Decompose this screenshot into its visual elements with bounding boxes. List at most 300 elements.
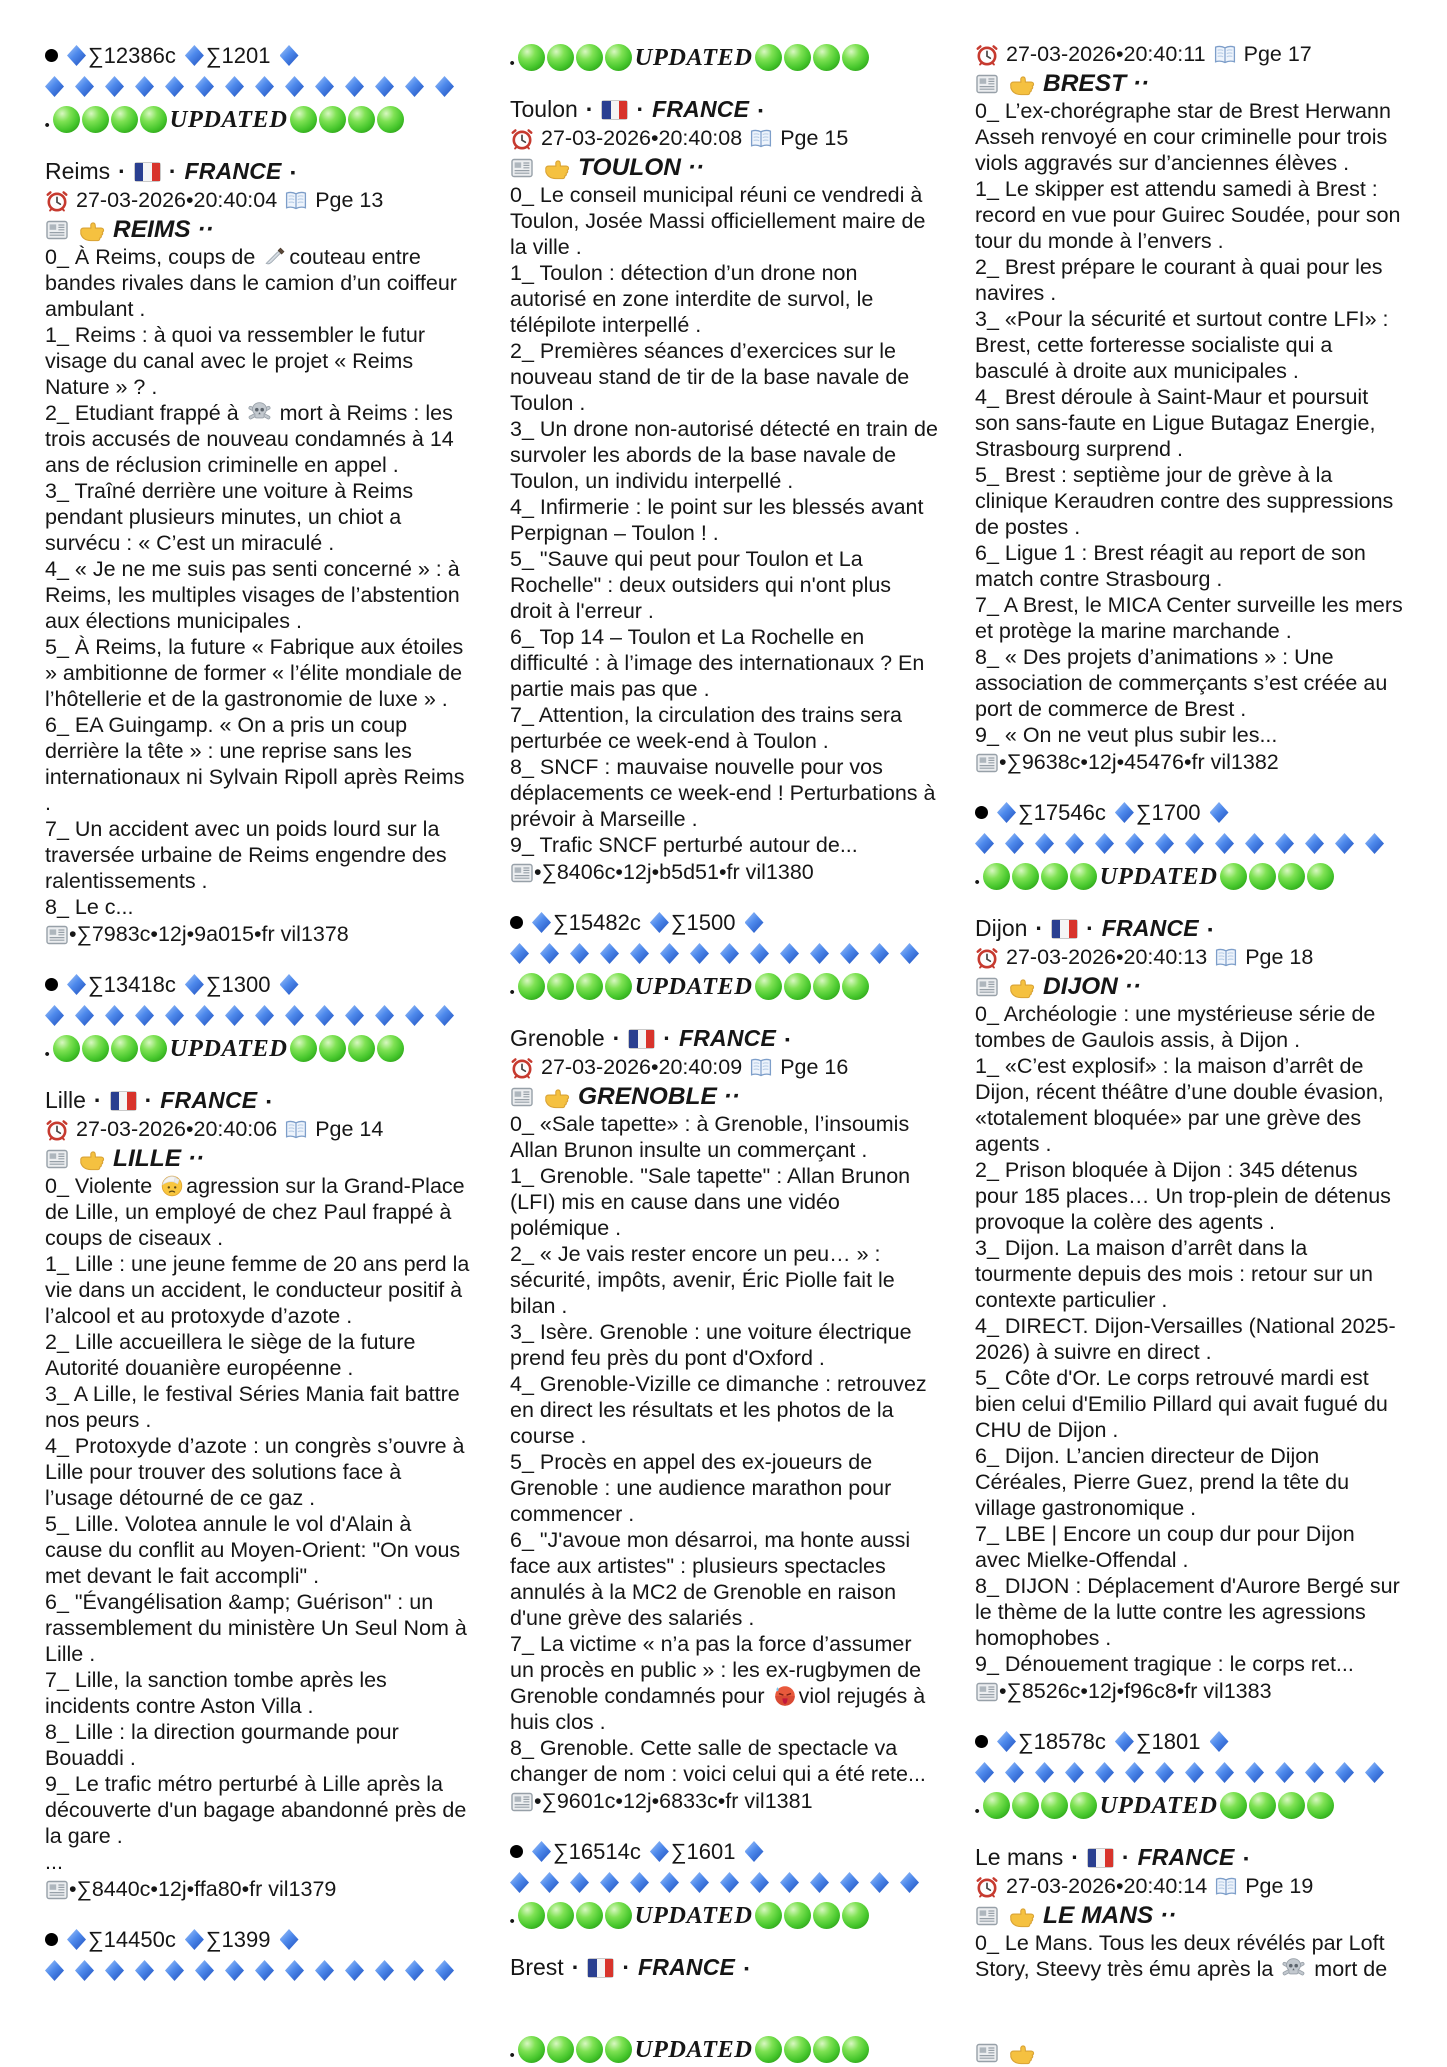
city-title-line [510,95,938,124]
spacer [975,1823,1403,1843]
news-item [510,624,938,702]
news-item [975,1313,1403,1365]
city-header-label: LE MANS ·· [1043,1901,1177,1929]
green-circle-icon [1249,1792,1276,1819]
blue-diamond-icon [660,943,679,964]
news-item [975,1001,1403,1053]
item-text: 6_ EA Guingamp. « On a pris un coup derrière la tête » : une reprise sans les internationaux ni Sylvain Ripoll après Reims . [45,713,465,815]
blue-diamond-icon [185,974,204,995]
face-with-bandage-icon [160,1174,184,1198]
news-item [510,832,938,858]
item-text: 0_ Le conseil municipal réuni ce vendredi à Toulon, Josée Massi officiellement maire de la ville . [510,183,926,259]
blue-diamond-icon [1065,1762,1084,1783]
news-item [510,494,938,546]
news-item [510,1319,938,1371]
blue-diamond-icon [745,912,764,933]
blue-diamond-icon [1275,833,1294,854]
item-text: mort à Reims : les trois accusés de nouveau condamnés à 14 ans de réclusion criminelle en appel . [45,401,454,477]
blue-diamond-icon [840,943,859,964]
blue-diamond-icon [280,1929,299,1950]
green-circle-icon [576,1902,603,1929]
green-circle-icon [348,106,375,133]
timestamp-line [975,943,1403,972]
blue-diamond-icon [285,1960,304,1981]
updated-banner [45,102,473,137]
timestamp-line [975,1872,1403,1901]
blue-diamond-icon [810,943,829,964]
news-item [975,722,1403,748]
city-name: Reims [45,158,111,184]
item-text: agression sur la Grand-Place de Lille, un employé de chez Paul frappé à coups de ciseaux . [45,1174,465,1250]
country-label: FRANCE [638,1954,736,1980]
news-item [45,400,473,478]
green-circle-icon [290,1035,317,1062]
country-label: FRANCE [652,96,750,122]
updated-prefix: . [510,972,517,1000]
news-item [975,1651,1403,1677]
open-book-icon [284,1118,308,1142]
green-circle-icon [547,1902,574,1929]
blue-diamond-icon [510,943,529,964]
news-item [45,244,473,322]
news-item [975,592,1403,644]
blue-diamond-icon [135,1005,154,1026]
news-item [45,1251,473,1329]
blue-diamond-icon [280,45,299,66]
green-circle-icon [518,973,545,1000]
green-circle-icon [784,2036,811,2063]
alarm-clock-icon [45,1118,69,1142]
news-item [510,416,938,494]
feed-column-2 [510,40,938,2063]
city-header-line [510,1082,938,1111]
open-book-icon [749,1056,773,1080]
blue-diamond-icon [75,1005,94,1026]
post-footer-line [45,1875,473,1904]
blue-diamond-icon [255,1005,274,1026]
item-text: 5_ "Sauve qui peut pour Toulon et La Rochelle" : deux outsiders qui n'ont plus droit à l'erreur . [510,547,892,623]
news-item [45,1849,473,1875]
item-text: 5_ Procès en appel des ex-joueurs de Grenoble : une audience marathon pour commencer . [510,1450,892,1526]
france-flag-icon [628,1029,655,1049]
green-circle-icon [1307,863,1334,890]
item-text: 8_ SNCF : mauvaise nouvelle pour vos déplacements ce week-end ! Perturbations à prévoir à Marseille . [510,755,936,831]
news-item [975,254,1403,306]
newspaper-icon [510,156,534,180]
item-text: 0_ Le Mans. Tous les deux révélés par Loft Story, Steevy très ému après la [975,1931,1385,1981]
count-value: ∑18578c [1018,1728,1106,1754]
newspaper-icon [510,1085,534,1109]
item-text: 3_ Traîné derrière une voiture à Reims pendant plusieurs minutes, un chiot a survécu : « C’est un miraculé . [45,479,414,555]
blue-diamond-icon [690,1872,709,1893]
item-text: 1_ Le skipper est attendu samedi à Brest : record en vue pour Guirec Soudée, pour son tour du monde à l’envers . [975,177,1401,253]
item-text: 8_ DIJON : Déplacement d'Aurore Bergé sur le thème de la lutte contre les agressions homophobes . [975,1574,1400,1650]
separator-dot: · [663,1025,671,1051]
green-circle-icon [111,106,138,133]
blue-diamond-icon [195,1960,214,1981]
alarm-clock-icon [510,1056,534,1080]
blue-diamond-icon [532,912,551,933]
blue-diamond-icon [225,76,244,97]
updated-label: UPDATED [634,43,753,71]
separator-count [67,1927,176,1953]
green-circle-icon [53,1035,80,1062]
blue-diamond-icon [1005,1762,1024,1783]
updated-banner [510,40,938,75]
bullet-icon [45,978,58,991]
separator-dot: · [168,158,177,184]
item-text: 6_ Dijon. L’ancien directeur de Dijon Céréales, Pierre Guez, prend la tête du village gastronomique . [975,1444,1350,1520]
news-item [510,546,938,624]
timestamp: 27-03-2026•20:40:13 [1006,945,1208,969]
diamond-separator-row [45,1955,473,1986]
blue-diamond-icon [345,76,364,97]
blue-diamond-icon [1210,802,1229,823]
blue-diamond-icon [1125,1762,1144,1783]
blue-diamond-icon [225,1005,244,1026]
news-item [45,1511,473,1589]
news-item [975,1053,1403,1157]
news-item [45,1173,473,1251]
updated-label: UPDATED [634,972,753,1000]
updated-banner [510,1898,938,1933]
blue-diamond-icon [1155,833,1174,854]
footer-text: •∑8440c•12j•ffa80•fr vil1379 [69,1877,337,1901]
city-header-line [45,215,473,244]
green-circle-icon [547,2036,574,2063]
updated-label: UPDATED [1099,1791,1218,1819]
blue-diamond-icon [67,45,86,66]
updated-prefix: . [45,1034,52,1062]
post-footer-line [510,1787,938,1816]
blue-diamond-icon [720,1872,739,1893]
count-value: ∑15482c [553,909,641,935]
green-circle-icon [518,1902,545,1929]
count-value: ∑1300 [205,971,271,997]
blue-diamond-icon [630,943,649,964]
item-text: 9_ Dénouement tragique : le corps ret... [975,1652,1354,1676]
item-text: 1_ Grenoble. "Sale tapette" : Allan Brunon (LFI) mis en cause dans une vidéo polémique . [510,1164,911,1240]
news-item [510,754,938,832]
separator-count [997,800,1106,826]
item-text: 5_ Brest : septième jour de grève à la clinique Keraudren contre des suppressions de postes . [975,463,1394,539]
blue-diamond-icon [540,1872,559,1893]
france-flag-icon [1051,919,1078,939]
blue-diamond-icon [780,943,799,964]
green-circle-icon [1012,1792,1039,1819]
blue-diamond-icon [1245,833,1264,854]
blue-diamond-icon [690,943,709,964]
city-name: Toulon [510,96,578,122]
alarm-clock-icon [975,1875,999,1899]
separator-count [185,972,271,998]
count-value: ∑1201 [205,42,271,68]
green-circle-icon [842,973,869,1000]
green-circle-icon [842,2036,869,2063]
separator-count [67,972,176,998]
blue-diamond-icon [375,76,394,97]
count-value: ∑1399 [205,1926,271,1952]
news-item [975,1930,1403,1982]
end-square: ▪ [266,1092,272,1109]
blue-diamond-icon [630,1872,649,1893]
blue-diamond-icon [435,76,454,97]
open-book-icon [284,189,308,213]
count-value: ∑13418c [88,971,176,997]
item-text: 6_ Top 14 – Toulon et La Rochelle en difficulté : à l’image des internationaux ? En partie mais pas que . [510,625,925,701]
blue-diamond-icon [1115,1731,1134,1752]
green-circle-icon [983,863,1010,890]
blue-diamond-icon [650,912,669,933]
news-item [45,1381,473,1433]
end-square: ▪ [290,163,296,180]
blue-diamond-icon [405,1960,424,1981]
post-footer-line [510,858,938,887]
separator-count [650,910,736,936]
page-number: Pge 19 [1245,1874,1314,1898]
news-item [975,1365,1403,1443]
blue-diamond-icon [750,1872,769,1893]
city-header-label: REIMS ·· [113,215,214,243]
green-circle-icon [111,1035,138,1062]
updated-banner [510,2032,870,2067]
green-circle-icon [842,44,869,71]
news-item [975,644,1403,722]
blue-diamond-icon [225,1960,244,1981]
item-text: 0_ Violente [45,1174,159,1198]
country-label: FRANCE [1137,1844,1235,1870]
news-item [975,384,1403,462]
blue-diamond-icon [900,1872,919,1893]
timestamp: 27-03-2026•20:40:08 [541,126,743,150]
green-circle-icon [576,2036,603,2063]
blue-diamond-icon [135,76,154,97]
news-item [975,540,1403,592]
bullet-icon [45,1933,58,1946]
blue-diamond-icon [435,1960,454,1981]
item-text: 3_ Dijon. La maison d’arrêt dans la tourmente depuis des mois : retour sur un contexte particulier . [975,1236,1373,1312]
news-item [510,702,938,754]
feed-column-3 [975,40,1403,2048]
end-square: ▪ [744,1959,750,1976]
blue-diamond-icon [105,76,124,97]
end-square: ▪ [1243,1849,1249,1866]
blue-diamond-icon [780,1872,799,1893]
green-circle-icon [755,1902,782,1929]
footer-text: •∑7983c•12j•9a015•fr vil1378 [69,922,349,946]
item-text: mort de [1308,1957,1388,1981]
separator-dot: · [636,96,645,122]
alarm-clock-icon [975,43,999,67]
item-text: 4_ « Je ne me suis pas senti concerné » : à Reims, les multiples visages de l’abstention aux élections municipales . [45,557,460,633]
news-item [45,1667,473,1719]
blue-diamond-icon [840,1872,859,1893]
bullet-icon [975,806,988,819]
separator-counts-line [510,907,938,938]
updated-banner [45,1031,473,1066]
separator-count [185,1927,271,1953]
city-title-line [45,1086,473,1115]
green-circle-icon [1041,863,1068,890]
pointing-right-icon [1008,974,1034,1000]
blue-diamond-icon [1005,833,1024,854]
blue-diamond-icon [185,1929,204,1950]
city-header-line [975,69,1403,98]
spacer [510,1816,938,1836]
city-name: Grenoble [510,1025,605,1051]
separator-count [997,1729,1106,1755]
item-text: 4_ DIRECT. Dijon-Versailles (National 2025-2026) à suivre en direct . [975,1314,1396,1364]
item-text: 6_ "Évangélisation &amp; Guérison" : un rassemblement du ministère Un Seul Nom à Lille . [45,1590,467,1666]
newspaper-icon [975,1680,999,1704]
blue-diamond-icon [1365,833,1384,854]
footer-text: •∑8526c•12j•f96c8•fr vil1383 [999,1679,1272,1703]
pointing-right-icon [543,155,569,181]
blue-diamond-icon [105,1960,124,1981]
blue-diamond-icon [997,1731,1016,1752]
news-item [510,1631,938,1735]
newspaper-icon [975,975,999,999]
separator-dot: · [1086,915,1094,941]
green-circle-icon [605,2036,632,2063]
news-item [45,1433,473,1511]
green-circle-icon [1012,863,1039,890]
green-circle-icon [755,2036,782,2063]
separator-counts-line [45,40,473,71]
news-item [510,1527,938,1631]
blue-diamond-icon [195,1005,214,1026]
blue-diamond-icon [45,76,64,97]
green-circle-icon [547,44,574,71]
news-item [510,1735,938,1787]
updated-label: UPDATED [169,1034,288,1062]
count-value: ∑1700 [1135,799,1201,825]
country-label: FRANCE [1101,915,1199,941]
spacer [975,777,1403,797]
item-text: 0_ L’ex-chorégraphe star de Brest Herwann Asseh renvoyé en cour criminelle pour trois viols aggravés sur d’anciennes élèves . [975,99,1391,175]
item-text: 8_ « Des projets d’animations » : Une association de commerçants s’est créée au port de commerce de Brest . [975,645,1388,721]
page-number: Pge 14 [315,1117,384,1141]
blue-diamond-icon [1365,1762,1384,1783]
city-name: Dijon [975,915,1028,941]
updated-banner [975,1788,1403,1823]
blue-diamond-icon [810,1872,829,1893]
blue-diamond-icon [1095,1762,1114,1783]
blue-diamond-icon [435,1005,454,1026]
newspaper-icon [45,923,69,947]
feed-column-1 [45,40,473,2048]
item-text: 2_ Lille accueillera le siège de la future Autorité douanière européenne . [45,1330,416,1380]
end-square: ▪ [1207,920,1213,937]
item-text: 5_ À Reims, la future « Fabrique aux étoiles » ambitionne de former « l’élite mondiale de l’hôtellerie et de la gastronomie de luxe » . [45,635,464,711]
pointing-right-icon [543,1084,569,1110]
separator-count [532,1839,641,1865]
newspaper-icon [45,1147,69,1171]
city-title-line [45,157,473,186]
blue-diamond-icon [345,1960,364,1981]
green-circle-icon [1070,863,1097,890]
separator-counts-line [975,1726,1403,1757]
item-text: 7_ Attention, la circulation des trains sera perturbée ce week-end à Toulon . [510,703,902,753]
separator-count [650,1839,736,1865]
end-square: ▪ [785,1030,790,1047]
item-text: 3_ «Pour la sécurité et surtout contre LFI» : Brest, cette forteresse socialiste qui a basculé à droite aux municipales . [975,307,1389,383]
item-text: 4_ Protoxyde d’azote : un congrès s’ouvre à Lille pour trouver des solutions face à l’usage détourné de ce gaz . [45,1434,465,1510]
city-title-line [975,914,1403,943]
updated-banner [510,969,938,1004]
blue-diamond-icon [1305,833,1324,854]
count-value: ∑14450c [88,1926,176,1952]
newspaper-icon [975,751,999,775]
hot-face-icon [773,1684,797,1708]
blue-diamond-icon [1215,1762,1234,1783]
item-text: 2_ Etudiant frappé à [45,401,245,425]
page-number: Pge 16 [780,1055,849,1079]
green-circle-icon [1070,1792,1097,1819]
green-circle-icon [983,1792,1010,1819]
count-value: ∑1500 [670,909,736,935]
country-label: FRANCE [678,1025,776,1051]
green-circle-icon [82,1035,109,1062]
timestamp-line [510,1053,938,1082]
news-item [975,98,1403,176]
blue-diamond-icon [165,76,184,97]
blue-diamond-icon [45,1005,64,1026]
green-circle-icon [576,44,603,71]
blue-diamond-icon [600,943,619,964]
green-circle-icon [547,973,574,1000]
green-circle-icon [1041,1792,1068,1819]
france-flag-icon [1087,1848,1114,1868]
separator-count [1115,800,1201,826]
page-number: Pge 18 [1245,945,1314,969]
updated-label: UPDATED [634,1901,753,1929]
timestamp: 27-03-2026•20:40:04 [76,188,278,212]
blue-diamond-icon [1335,833,1354,854]
news-item [45,816,473,894]
open-book-icon [749,127,773,151]
city-header-line [45,1144,473,1173]
newspaper-icon [975,72,999,96]
blue-diamond-icon [315,1005,334,1026]
updated-label: UPDATED [634,2035,753,2063]
blue-diamond-icon [650,1841,669,1862]
blue-diamond-icon [105,1005,124,1026]
blue-diamond-icon [660,1872,679,1893]
separator-count [532,910,641,936]
blue-diamond-icon [1215,833,1234,854]
item-text: 0_ À Reims, coups de [45,245,262,269]
separator-dot: · [585,96,594,122]
separator-count [185,43,271,69]
blue-diamond-icon [1305,1762,1324,1783]
updated-prefix: . [510,1901,517,1929]
green-circle-icon [1249,863,1276,890]
blue-diamond-icon [195,76,214,97]
blue-diamond-icon [375,1960,394,1981]
cutoff-header-line [975,2038,1034,2067]
blue-diamond-icon [185,45,204,66]
blue-diamond-icon [720,943,739,964]
item-text: 4_ Brest déroule à Saint-Maur et poursuit son sans-faute en Ligue Butagaz Energie, Strasbourg surprend . [975,385,1376,461]
separator-counts-line [45,969,473,1000]
news-item [45,1771,473,1849]
alarm-clock-icon [975,946,999,970]
skull-crossbones-icon [1281,1956,1306,1981]
blue-diamond-icon [975,833,994,854]
green-circle-icon [1278,863,1305,890]
item-text: 8_ Lille : la direction gourmande pour Bouaddi . [45,1720,399,1770]
